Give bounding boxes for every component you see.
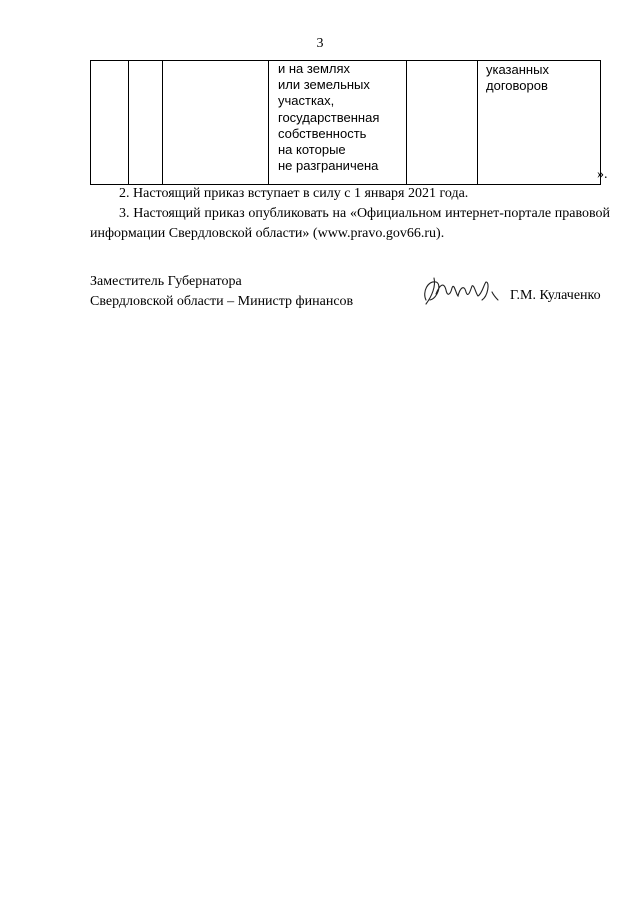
cell-line: и на землях	[278, 61, 351, 76]
table-cell-empty	[91, 61, 129, 185]
paragraph-text: 2. Настоящий приказ вступает в силу с 1 января 2021 года.	[119, 186, 469, 201]
handwritten-signature	[420, 274, 504, 308]
paragraph-publication	[90, 204, 610, 244]
table-row	[91, 61, 601, 185]
closing-quote: ».	[597, 167, 608, 182]
cell-line: государственная	[278, 109, 380, 125]
table-cell-empty	[407, 61, 478, 185]
cell-line: указанных	[486, 62, 549, 77]
position-line: Свердловской области – Министр финансов	[90, 294, 354, 309]
page-number: 3	[316, 36, 324, 51]
signatory-position	[90, 272, 353, 312]
position-line: Заместитель Губернатора	[90, 274, 242, 289]
cell-line: договоров	[486, 78, 548, 94]
cell-line: не разграничена	[278, 158, 379, 174]
signatory-name: Г.М. Кулаченко	[510, 288, 601, 303]
table-cell-land-category	[269, 61, 407, 185]
continuation-table	[90, 60, 601, 185]
paragraph-text: 3. Настоящий приказ опубликовать на «Официальном интернет-портале правовой информации Свердловской области» (www.pravo.gov66.ru).	[90, 206, 610, 241]
cell-line: или земельных	[278, 77, 370, 93]
paragraph-effective-date	[90, 184, 610, 204]
table-cell-empty	[163, 61, 269, 185]
cell-line: на которые	[278, 142, 346, 158]
table-cell-contracts	[478, 61, 601, 185]
table-cell-empty	[129, 61, 163, 185]
cell-line: участках,	[278, 93, 335, 109]
cell-line: собственность	[278, 125, 367, 141]
